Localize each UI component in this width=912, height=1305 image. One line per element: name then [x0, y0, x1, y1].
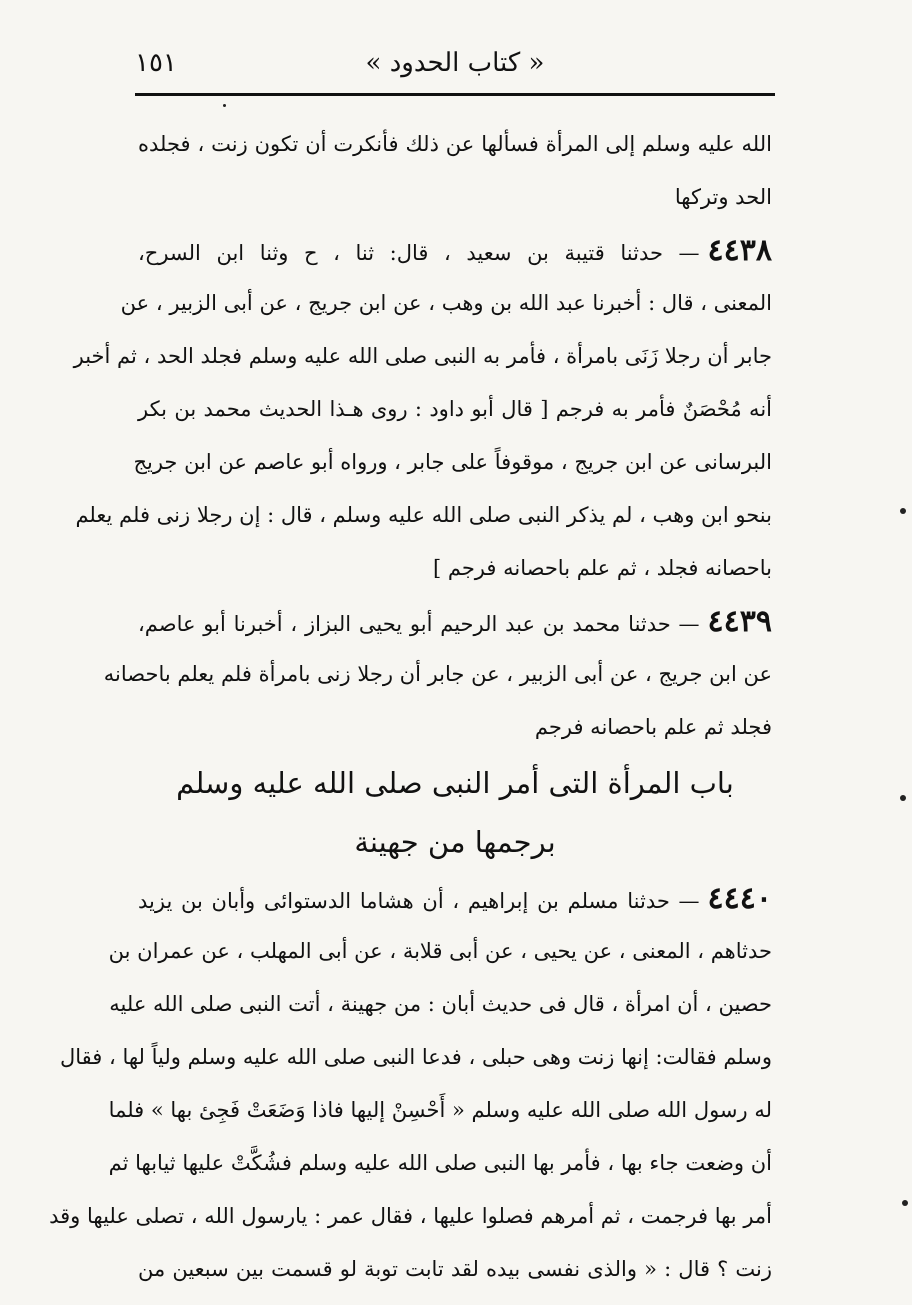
line-text: جابر أن رجلا زَنَى بامرأة ، فأمر به النبى صلى الله عليه وسلم فجلد الحد ، ثم أخبر: [73, 344, 772, 368]
header-rule: [135, 93, 775, 96]
line-text: حصين ، أن امرأة ، قال فى حديث أبان : من جهينة ، أتت النبى صلى الله عليه: [109, 992, 772, 1016]
line-text: — حدثنا محمد بن عبد الرحيم أبو يحيى البزاز ، أخبرنا أبو عاصم،: [138, 612, 700, 636]
text-line: [108, 925, 772, 978]
text-line: [138, 872, 772, 925]
text-block-2: [49, 872, 772, 1296]
line-text: — حدثنا قتيبة بن سعيد ، قال: ثنا ، ح وثنا ابن السرح،: [138, 241, 700, 265]
text-line: [120, 277, 772, 330]
section-title-line-2: برجمها من جهينة: [354, 825, 556, 859]
text-block-1: [73, 118, 772, 754]
text-line: [138, 595, 772, 648]
page-header: [135, 48, 775, 84]
line-text: له رسول الله صلى الله عليه وسلم « أَحْسِنْ إليها فاذا وَضَعَتْ فَجِئ بها » فلما: [108, 1098, 772, 1122]
line-text: زنت ؟ قال : « والذى نفسى بيده لقد تابت توبة لو قسمت بين سبعين من: [138, 1257, 772, 1281]
section-title-line-1: باب المرأة التى أمر النبى صلى الله عليه وسلم: [176, 766, 734, 800]
line-text: حدثاهم ، المعنى ، عن يحيى ، عن أبى قلابة ، عن أبى المهلب ، عن عمران بن: [108, 939, 772, 963]
body-text: [49, 118, 772, 1296]
speck: [223, 104, 226, 107]
edge-mark: [902, 1200, 908, 1206]
line-text: وسلم فقالت: إنها زنت وهى حبلى ، فدعا النبى صلى الله عليه وسلم ولياً لها ، فقال: [60, 1045, 772, 1069]
text-line: [138, 701, 772, 754]
line-text: عن ابن جريج ، عن أبى الزبير ، عن جابر أن رجلا زنى بامرأة فلم يعلم باحصانه: [103, 662, 772, 686]
text-line: [75, 489, 772, 542]
text-line: [60, 1031, 772, 1084]
text-line: [138, 383, 772, 436]
text-line: [138, 542, 772, 595]
text-line: [138, 118, 772, 171]
text-line: [108, 1084, 772, 1137]
line-text: — حدثنا مسلم بن إبراهيم ، أن هشاما الدستوائى وأبان بن يزيد: [138, 889, 700, 913]
text-line: [49, 1190, 772, 1243]
text-line: [103, 648, 772, 701]
hadith-number: ٤٤٤٠: [707, 881, 772, 916]
hadith-number: ٤٤٣٩: [707, 604, 772, 639]
edge-mark: [900, 795, 906, 801]
line-text: الله عليه وسلم إلى المرأة فسألها عن ذلك فأنكرت أن تكون زنت ، فجلده: [138, 132, 772, 156]
line-text: فجلد ثم علم باحصانه فرجم: [534, 715, 772, 739]
line-text: باحصانه فجلد ، ثم علم باحصانه فرجم ]: [432, 556, 772, 580]
edge-mark: [900, 508, 906, 514]
text-line: [138, 1243, 772, 1296]
text-line: [138, 224, 772, 277]
line-text: أمر بها فرجمت ، ثم أمرهم فصلوا عليها ، فقال عمر : يارسول الله ، تصلى عليها وقد: [49, 1204, 772, 1228]
line-text: البرسانى عن ابن جريج ، موقوفاً على جابر ، ورواه أبو عاصم عن ابن جريج: [133, 450, 772, 474]
running-title: « كتاب الحدود »: [365, 48, 545, 78]
line-text: الحد وتركها: [674, 185, 772, 209]
text-line: [138, 171, 772, 224]
text-line: [73, 330, 772, 383]
line-text: المعنى ، قال : أخبرنا عبد الله بن وهب ، عن ابن جريج ، عن أبى الزبير ، عن: [120, 291, 772, 315]
text-line: [133, 436, 772, 489]
hadith-number: ٤٤٣٨: [707, 233, 772, 268]
text-line: [109, 978, 772, 1031]
line-text: أن وضعت جاء بها ، فأمر بها النبى صلى الله عليه وسلم فشُكَّتْ عليها ثيابها ثم: [108, 1151, 772, 1175]
line-text: بنحو ابن وهب ، لم يذكر النبى صلى الله عليه وسلم ، قال : إن رجلا زنى فلم يعلم: [75, 503, 772, 527]
page-number: ١٥١: [135, 48, 177, 78]
text-line: [108, 1137, 772, 1190]
line-text: أنه مُحْصَنٌ فأمر به فرجم [ قال أبو داود : روى هـذا الحديث محمد بن بكر: [138, 397, 772, 421]
